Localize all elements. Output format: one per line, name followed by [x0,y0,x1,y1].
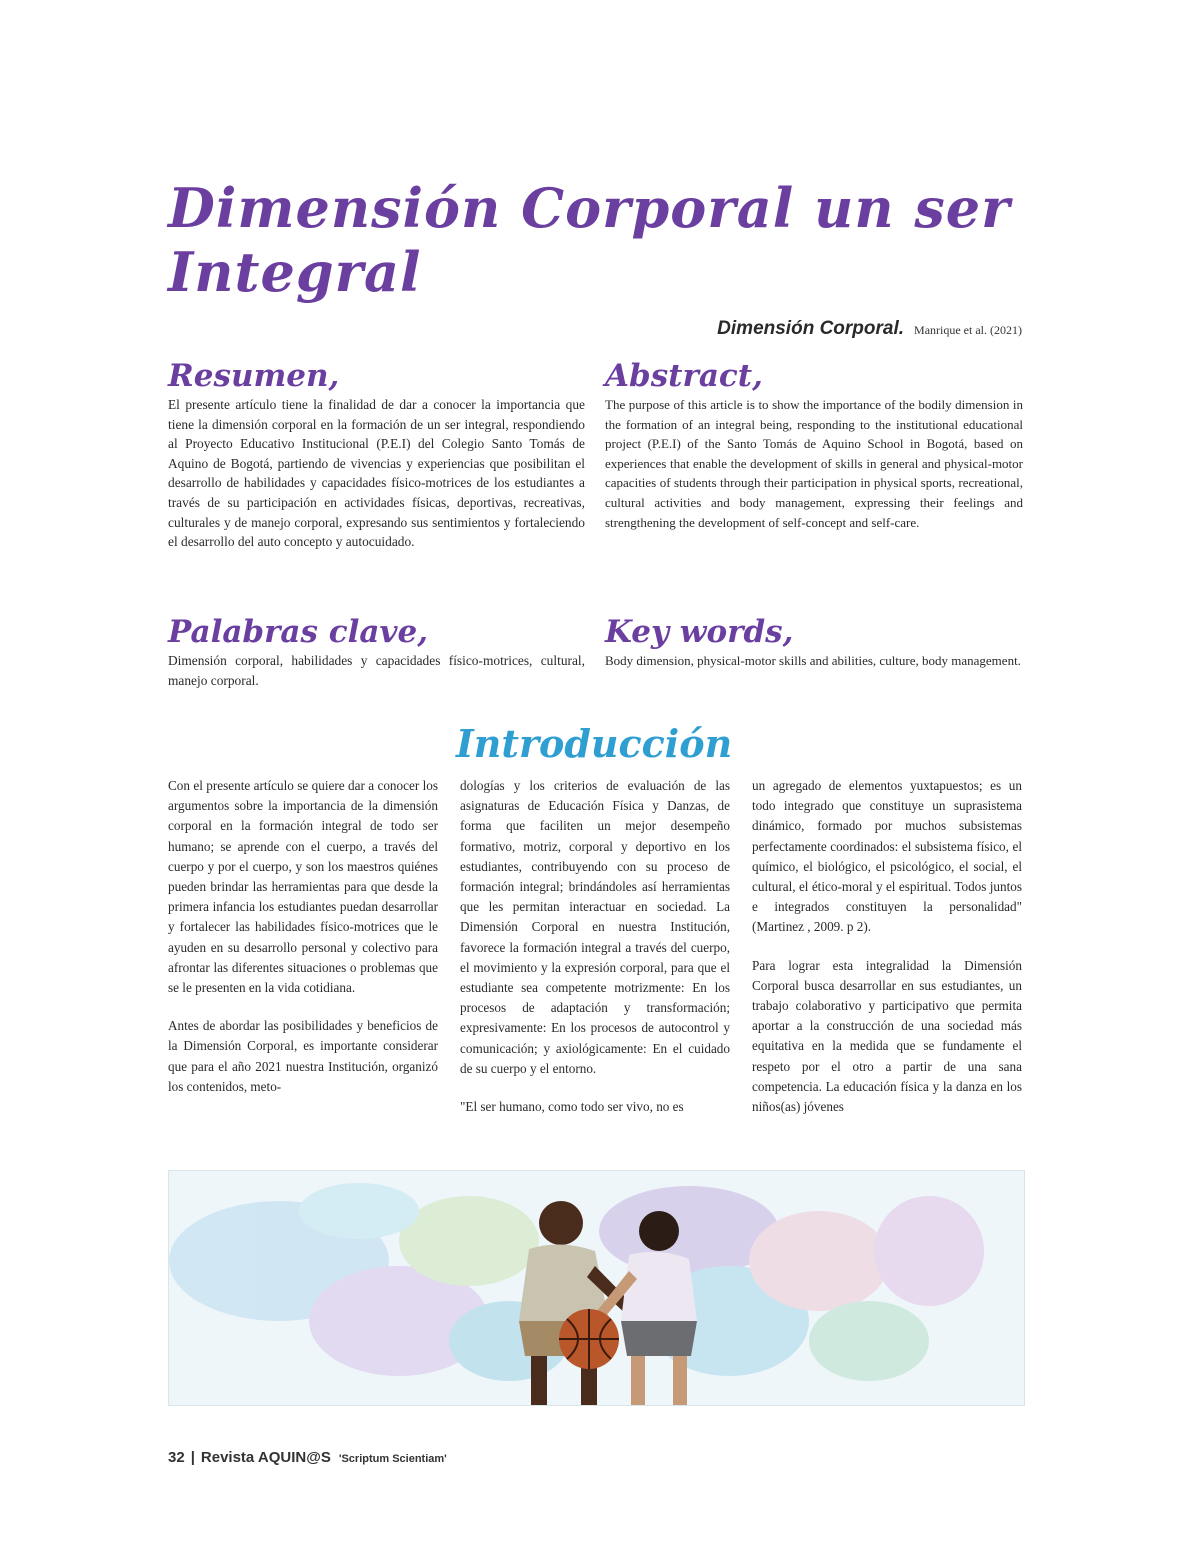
palabras-clave-text: Dimensión corporal, habilidades y capacidades físico-motrices, cultural, manejo corporal. [168,653,585,688]
page-number: 32 [168,1449,185,1466]
key-words-text: Body dimension, physical-motor skills and abilities, culture, body management. [605,653,1021,668]
resumen-text: El presente artículo tiene la finalidad de dar a conocer la importancia que tiene la dimensión corporal en la formación de un ser integral, respondiendo al Proyecto Educativo Institucional (P.E.I) del Colegio Santo Tomás de Aquino de Bogotá, partiendo de vivencias y experiencias que posibilitan el desarrollo de habilidades y capacidades físico-motrices de los estudiantes a través de su participación en actividades físicas, deportivas, recreativas, culturales y de manejo corporal, expresando sus sentimientos y fortaleciendo el desarrollo del auto concepto y autocuidado. [168,397,585,550]
intro-col2-paragraph-1: dologías y los criterios de evaluación de las asignaturas de Educación Física y Danzas, de forma que faciliten un mejor desempeño formativo, motriz, corporal y deportivo en los estudiantes, contribuyendo con su proceso de formación integral; brindándoles así herramientas que les permitan interactuar en sociedad. La Dimensión Corporal en nuestra Institución, favorece la formación integral a través del cuerpo, el movimiento y la expresión corporal, para que el estudiante sea competente motrizmente: En los procesos de adaptación y transformación; expresivamente: En los procesos de autocontrol y comunicación; y axiológicamente: En el cuidado de su cuerpo y el entorno. [460,778,730,1076]
resumen-heading: Resumen, [168,358,340,394]
intro-column-3 [752,776,1022,1156]
intro-col2-paragraph-2: "El ser humano, como todo ser vivo, no es [460,1099,684,1115]
page-footer [168,1449,447,1466]
introduccion-heading: Introducción [456,721,733,766]
basketball-icon [559,1309,619,1369]
byline [717,318,1022,340]
watercolor-illustration [169,1171,1024,1405]
palabras-clave-heading: Palabras clave, [168,614,429,650]
abstract-text: The purpose of this article is to show the importance of the bodily dimension in the formation of an integral being, responding to the institutional educational project (P.E.I) of the Santo Tomás de Aquino School in Bogotá, based on experiences that enable the development of skills in general and physical-motor capacities of students through their participation in physical sports, recreational, cultural activities and body management, expressing their feelings and strengthening the development of self-concept and self-care. [605,397,1023,530]
intro-col1-paragraph-1: Con el presente artículo se quiere dar a conocer los argumentos sobre la importancia de la dimensión corporal en la formación integral de todo ser humano; se aprende con el cuerpo, a través del cuerpo y por el cuerpo, y son los maestros quiénes pueden brindar las herramientas para que desde la primera infancia los estudiantes puedan desarrollar y fortalecer las habilidades físico-motrices que le ayuden en su desarrollo personal y colectivo para afrontar las diferentes situaciones o problemas que se le presenten en la vida cotidiana. [168,778,438,996]
intro-column-1 [168,776,438,1156]
byline-section: Dimensión Corporal. [717,318,905,339]
abstract-heading: Abstract, [605,358,763,394]
magazine-name: Revista AQUIN@S [200,1449,331,1466]
basketball-players-photo [168,1170,1025,1406]
intro-col3-paragraph-1: un agregado de elementos yuxtapuestos; es un todo integrado que constituye un suprasistema dinámico, formado por muchos subsistemas perfectamente coordinados: el subsistema físico, el químico, el biológico, el psicológico, el social, el cultural, el ético-moral y el espiritual. Todos juntos e integrados constituyen la personalidad" (Martinez , 2009. p 2). [752,778,1022,935]
intro-col1-paragraph-2: Antes de abordar las posibilidades y beneficios de la Dimensión Corporal, es importante considerar que para el año 2021 nuestra Institución, organizó los contenidos, meto- [168,1018,438,1094]
footer-separator: | [190,1449,195,1466]
byline-authors: Manrique et al. (2021) [914,323,1022,337]
intro-column-2 [460,776,730,1156]
article-title: Dimensión Corporal un ser Integral [168,176,1011,304]
key-words-heading: Key words, [605,614,794,650]
intro-col3-paragraph-2: Para lograr esta integralidad la Dimensión Corporal busca desarrollar en sus estudiantes, un trabajo colaborativo y participativo que permita aportar a la construcción de una sociedad más equitativa en la medida que se fundamente el respeto por el otro a partir de una sana competencia. La educación física y la danza en los niños(as) jóvenes [752,957,1022,1115]
magazine-subtitle: 'Scriptum Scientiam' [338,1453,447,1465]
